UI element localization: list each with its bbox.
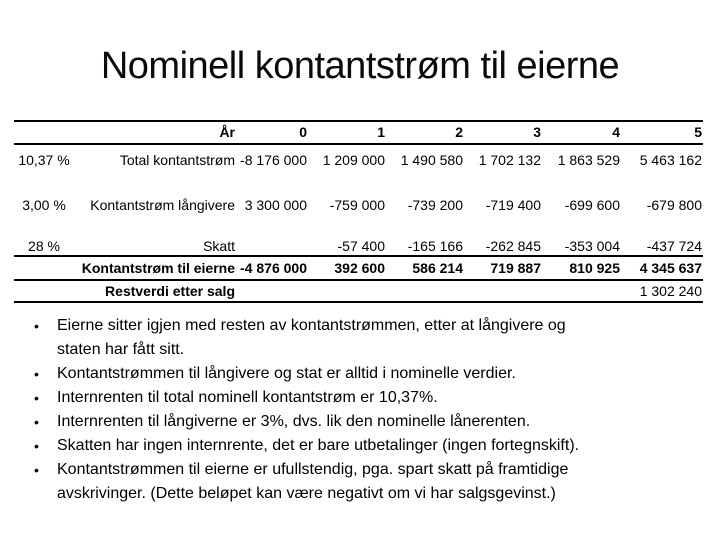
bullet-icon: • — [34, 462, 39, 478]
row-value: -4 876 000 — [240, 260, 307, 276]
year-1-header: 1 — [377, 124, 385, 140]
tax-rate-value: 28 % — [28, 238, 60, 254]
bullet-text: Kontantstrømmen til långivere og stat er alltid i nominelle verdier. — [57, 365, 516, 382]
row-value: -679 800 — [646, 197, 702, 213]
bullet-text: Internrenten til total nominell kontantstrøm er 10,37%. — [57, 389, 438, 406]
bullet-text: avskrivinger. (Dette beløpet kan være negativt om vi har salgsgevinst.) — [57, 485, 556, 502]
row-value: -739 200 — [407, 197, 463, 213]
table-row-restverdi — [0, 282, 703, 300]
row-value: -8 176 000 — [240, 152, 307, 168]
row-value: 392 600 — [334, 260, 385, 276]
row-value: 1 302 240 — [639, 283, 702, 299]
row-value: -759 000 — [329, 197, 385, 213]
row-value: 719 887 — [490, 260, 541, 276]
table-bottom-rule — [14, 301, 703, 303]
table-row-kontantstrom-langivere — [0, 196, 703, 214]
row-value: 4 345 637 — [639, 260, 702, 276]
bullet-item — [34, 458, 694, 506]
irr-total-value: 10,37 % — [18, 152, 70, 168]
row-label: Skatt — [203, 238, 235, 254]
bullet-icon: • — [34, 318, 39, 334]
loan-rate-value: 3,00 % — [22, 197, 66, 213]
bullet-text: Skatten har ingen internrente, det er bare utbetalinger (ingen fortegnskift). — [57, 437, 580, 454]
table-header-row — [0, 123, 703, 141]
row-value: -699 600 — [564, 197, 620, 213]
table-row-skatt — [0, 237, 703, 255]
slide-title: Nominell kontantstrøm til eierne — [100, 44, 620, 87]
row-label: Kontantstrøm långivere — [90, 197, 235, 213]
bullet-icon: • — [34, 414, 39, 430]
bullet-item — [34, 314, 694, 362]
row-label: Total kontantstrøm — [119, 152, 235, 168]
bullet-item — [34, 362, 694, 386]
row-label: Kontantstrøm til eierne — [81, 260, 235, 276]
bullet-text: staten har fått sitt. — [57, 341, 185, 358]
bullet-text: Kontantstrømmen til eierne er ufullstendig, pga. spart skatt på framtidige — [57, 461, 569, 478]
bullet-text: Eierne sitter igjen med resten av kontantstrømmen, etter at långivere og — [57, 317, 566, 334]
year-2-header: 2 — [455, 124, 463, 140]
row-value: 1 863 529 — [557, 152, 620, 168]
table-subtotal-rule — [14, 255, 703, 257]
table-owners-rule — [14, 279, 703, 281]
table-top-rule — [14, 120, 703, 122]
bullet-item — [34, 386, 694, 410]
year-0-header: 0 — [299, 124, 307, 140]
row-value: -437 724 — [646, 238, 702, 254]
table-row-total-kontantstrom — [0, 151, 703, 169]
bullet-item — [34, 434, 694, 458]
bullet-list — [34, 314, 694, 506]
bullet-icon: • — [34, 390, 39, 406]
row-value: 1 702 132 — [478, 152, 541, 168]
row-value: 1 209 000 — [322, 152, 385, 168]
bullet-item — [34, 410, 694, 434]
table-header-rule — [14, 143, 703, 145]
row-value: 1 490 580 — [400, 152, 463, 168]
row-value: -719 400 — [485, 197, 541, 213]
row-value: -165 166 — [407, 238, 463, 254]
row-value: -57 400 — [337, 238, 385, 254]
row-value: 3 300 000 — [244, 197, 307, 213]
row-value: 5 463 162 — [639, 152, 702, 168]
row-value: 586 214 — [412, 260, 463, 276]
bullet-icon: • — [34, 366, 39, 382]
year-3-header: 3 — [533, 124, 541, 140]
table-row-kontantstrom-til-eierne — [0, 259, 703, 277]
year-4-header: 4 — [612, 124, 620, 140]
row-value: 810 925 — [569, 260, 620, 276]
bullet-text: Internrenten til långiverne er 3%, dvs. lik den nominelle lånerenten. — [57, 413, 531, 430]
row-value: -353 004 — [564, 238, 620, 254]
row-value: -262 845 — [485, 238, 541, 254]
bullet-icon: • — [34, 438, 39, 454]
year-5-header: 5 — [694, 124, 702, 140]
row-label: Restverdi etter salg — [105, 283, 235, 299]
year-header-label: År — [219, 124, 235, 140]
